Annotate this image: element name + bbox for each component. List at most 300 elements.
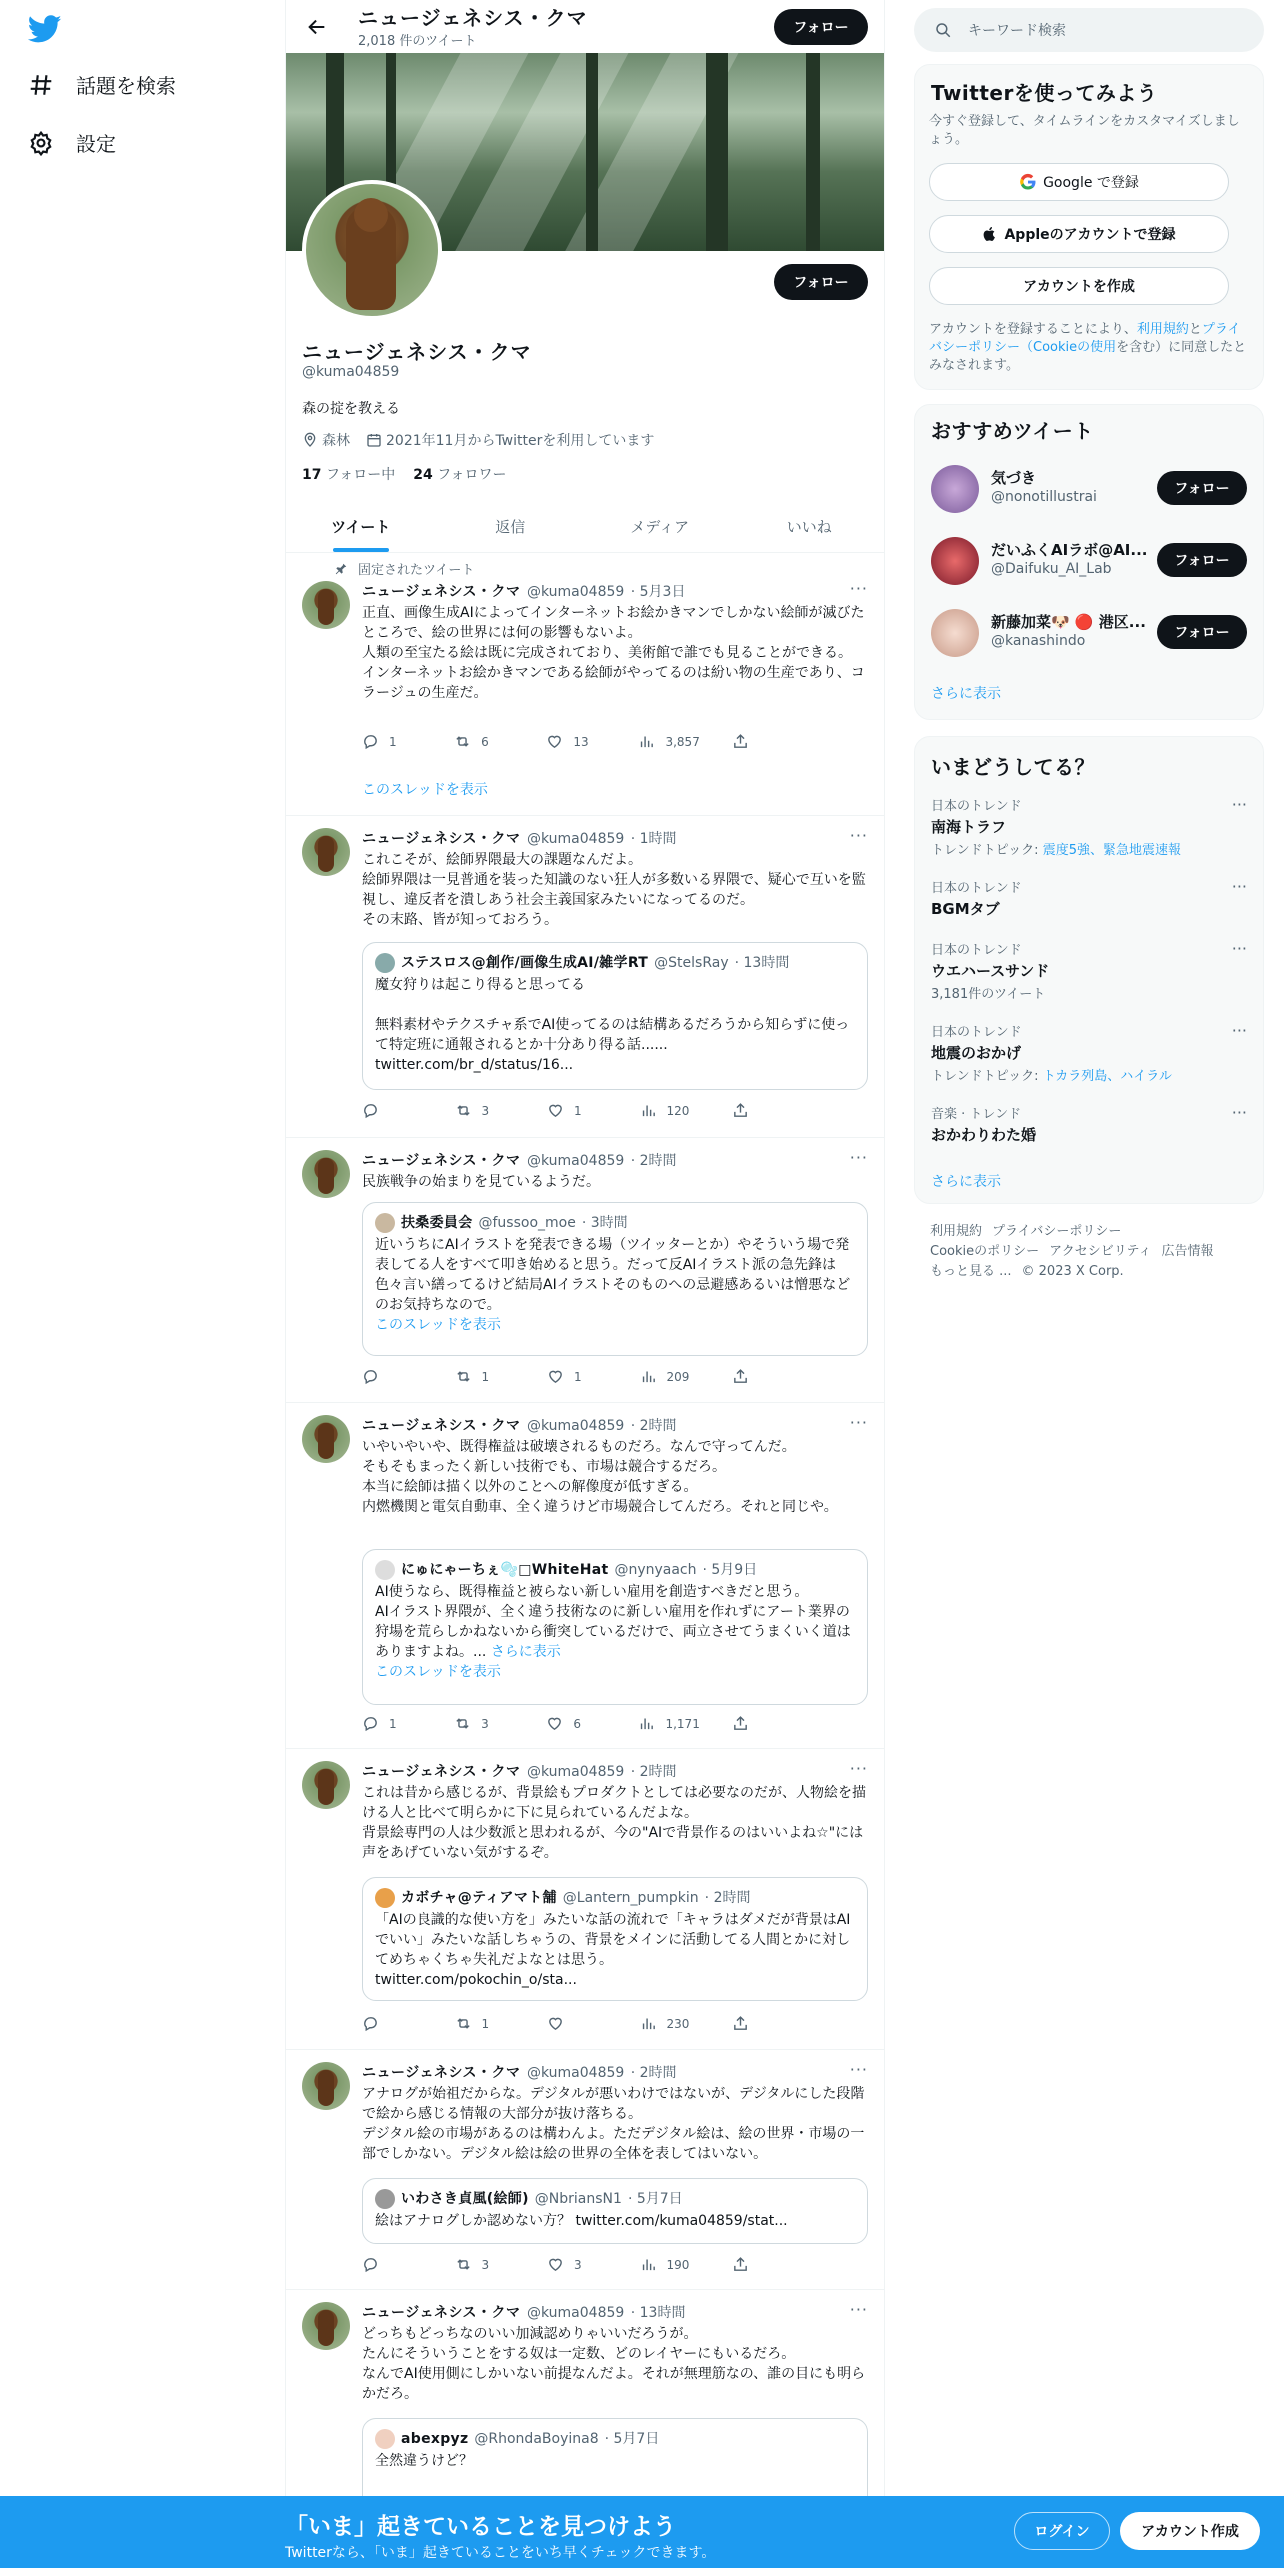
like-button[interactable] <box>547 1368 607 1385</box>
tweet-text: アナログが始祖だからな。デジタルが悪いわけではないが、デジタルにした段階で絵から感じる情報の大部分が抜け落ちる。 デジタル絵の市場があるのは構わんよ。ただデジタル絵は、絵の世界・市場の一部でしかない。デジタル絵は絵の世界の全体を表してはいない。 <box>362 2086 865 2162</box>
reply-button[interactable] <box>362 2015 422 2032</box>
share-icon <box>732 1715 749 1732</box>
bottom-bar-title: 「いま」起きていることを見つけよう <box>285 2514 676 2540</box>
following-count: 17 <box>302 467 322 483</box>
recommend-name: だいふくAIラボ@AI... <box>991 541 1148 559</box>
gear-icon <box>28 130 54 156</box>
tweet-text: いやいやいや、既得権益は破壊されるものだろ。なんで守ってんだ。 そもそもまったく新しい技術でも、市場は競合するだろ。 本当に絵師は描く以外のことへの解像度が低すぎる。 内燃機関と電気自動車、全く違うけど市場競合してんだろ。それと同じや。 <box>362 1439 838 1515</box>
tweet-header <box>362 1761 677 1781</box>
heart-icon <box>547 2015 564 2032</box>
tweet-text: これこそが、絵師界隈最大の課題なんだよ。 絵師界隈は一見普通を装った知識のない狂人が多数いる界隈で、疑心で互いを監視し、違反者を潰しあう社会主義国家みたいになってるのだ。 その末路、皆が知っておろう。 <box>362 852 866 928</box>
share-button[interactable] <box>732 1715 792 1732</box>
tweet[interactable] <box>286 553 884 816</box>
header-name: ニュージェネシス・クマ <box>358 6 588 30</box>
quote-header <box>375 1213 855 1233</box>
google-signup-label: Google で登録 <box>1043 175 1139 191</box>
retweet-button[interactable] <box>454 1715 514 1732</box>
tweet[interactable] <box>286 1403 884 1749</box>
share-button[interactable] <box>732 1102 792 1119</box>
share-icon <box>732 2015 749 2032</box>
trend-item[interactable] <box>931 877 1247 919</box>
share-button[interactable] <box>732 733 792 750</box>
legal-text-2: を含む）に同意したとみなされます。 <box>929 340 1247 373</box>
trend-item[interactable] <box>931 939 1247 1002</box>
quote-author-name: にゅにゃーちぇ🫧□WhiteHat <box>401 1562 609 1578</box>
views-chart-icon <box>638 1715 655 1732</box>
tweet-header <box>362 581 685 601</box>
signup-legal <box>929 321 1249 375</box>
quote-avatar <box>375 1213 395 1233</box>
share-button[interactable] <box>732 2256 792 2273</box>
heart-icon <box>546 1715 563 1732</box>
signup-button[interactable]: アカウント作成 <box>1120 2512 1260 2550</box>
reply-count: 1 <box>389 734 397 749</box>
quote-time: · 2時間 <box>704 1890 751 1906</box>
nav-settings-label: 設定 <box>76 132 116 156</box>
retweet-icon <box>455 1102 472 1119</box>
twitter-logo-icon[interactable] <box>28 12 62 46</box>
reply-icon <box>362 1715 379 1732</box>
views-chart-icon <box>640 2015 657 2032</box>
retweet-count: 3 <box>481 1103 490 1118</box>
quote-show-thread-link[interactable]: このスレッドを表示 <box>375 1664 501 1680</box>
main-column <box>285 0 885 2568</box>
recommend-follow-button[interactable]: フォロー <box>1157 471 1247 505</box>
author-name[interactable]: ニュージェネシス・クマ <box>362 1764 521 1780</box>
quote-avatar <box>375 2189 395 2209</box>
quote-time: · 5月7日 <box>604 2431 660 2447</box>
quote-author-handle: @NbriansN1 <box>534 2191 622 2207</box>
cookie-link[interactable]: （Cookieの使用 <box>1020 340 1117 355</box>
quote-text: 絵はアナログしか認めない方？ twitter.com/kuma04859/stat... <box>375 2213 788 2229</box>
avatar[interactable] <box>302 2062 350 2110</box>
views-button[interactable] <box>640 2256 700 2273</box>
profile-tabs <box>286 500 884 553</box>
tweet-actions <box>362 733 792 750</box>
tweet-header <box>362 2062 677 2082</box>
quote-time: · 5月9日 <box>702 1562 758 1578</box>
apple-signup-label: Appleのアカウントで登録 <box>1004 227 1176 243</box>
hashtag-icon <box>28 72 54 98</box>
more-options-icon[interactable]: ··· <box>1231 877 1247 896</box>
quote-author-name: 扶桑委員会 <box>401 1215 473 1231</box>
trend-sub-prefix: トレンドトピック: <box>931 843 1039 858</box>
views-chart-icon <box>640 2256 657 2273</box>
bottom-signup-bar <box>0 2496 1284 2568</box>
retweet-icon <box>455 2015 472 2032</box>
like-button[interactable] <box>547 2015 607 2032</box>
quote-text: 魔女狩りは起こり得ると思ってる 無料素材やテクスチャ系でAI使ってるのは結構あるだろうから知らずに使って特定班に通報されるとか十分あり得る話...... twitter.com/br_d/status/16... <box>375 977 850 1073</box>
quote-tweet[interactable] <box>362 2178 868 2244</box>
profile-meta <box>302 430 654 450</box>
profile-handle: @kuma04859 <box>302 364 400 380</box>
reply-icon <box>362 733 379 750</box>
retweet-button[interactable] <box>455 2015 515 2032</box>
views-count: 209 <box>666 1369 690 1384</box>
quote-author-handle: @nynyaach <box>614 1562 697 1578</box>
share-icon <box>732 1368 749 1385</box>
quote-author-name: いわさき貞風(絵師) <box>401 2191 529 2207</box>
signup-card <box>914 64 1264 390</box>
tweet-actions <box>362 2015 792 2032</box>
quote-time: · 3時間 <box>581 1215 628 1231</box>
views-count: 1,171 <box>665 1716 700 1731</box>
views-count: 120 <box>666 1103 690 1118</box>
tweet-time[interactable]: · 5月3日 <box>630 584 686 600</box>
signup-subtitle: 今すぐ登録して、タイムラインをカスタマイズしましょう。 <box>929 114 1240 147</box>
more-options-icon[interactable]: ··· <box>1231 795 1247 814</box>
tab-tweets[interactable]: ツイート <box>286 500 436 552</box>
reply-icon <box>362 1368 379 1385</box>
recommend-name: 新藤加菜🐶 🔴 港区... <box>991 613 1146 631</box>
trends-title: いまどうしてる？ <box>931 755 1095 779</box>
trends-card <box>914 736 1264 1204</box>
quote-tweet[interactable] <box>362 1877 868 2001</box>
retweet-icon <box>455 2256 472 2273</box>
trend-sub <box>931 839 1247 858</box>
bottom-bar-subtitle: Twitterなら、「いま」起きていることをいち早くチェックできます。 <box>285 2545 716 2561</box>
like-count: 6 <box>573 1716 581 1731</box>
more-options-icon[interactable]: ··· <box>849 1148 868 1167</box>
legal-text-1: アカウントを登録することにより、 <box>929 322 1137 337</box>
create-account-button[interactable]: アカウントを作成 <box>929 267 1229 305</box>
more-options-icon[interactable]: ··· <box>849 826 868 845</box>
tweet-text: 民族戦争の始まりを見ているようだ。 <box>362 1174 600 1190</box>
views-count: 190 <box>666 2257 690 2272</box>
trend-sub: 3,181件のツイート <box>931 987 1046 1002</box>
retweet-icon <box>454 733 471 750</box>
footer-link[interactable]: 広告情報 <box>1161 1244 1214 1259</box>
quote-avatar <box>375 953 395 973</box>
author-name[interactable]: ニュージェネシス・クマ <box>362 1153 521 1169</box>
quote-tweet[interactable] <box>362 942 868 1090</box>
views-count: 230 <box>666 2016 690 2031</box>
trend-title: ウエハースサンド <box>931 962 1050 980</box>
like-count: 13 <box>573 734 589 749</box>
legal-cookie-prefix <box>1020 340 1116 355</box>
privacy-link[interactable]: プライバシーポリシー <box>929 322 1241 355</box>
quote-author-name: ステスロス@創作/画像生成AI/雑学RT <box>401 955 649 971</box>
trend-sub-link[interactable]: トカラ列島、ハイラル <box>1042 1069 1172 1084</box>
nav-explore[interactable] <box>28 70 176 99</box>
retweet-count: 3 <box>481 2257 490 2272</box>
google-signup-button[interactable] <box>929 163 1229 201</box>
retweet-count: 3 <box>481 1716 489 1731</box>
trend-item[interactable] <box>931 1103 1247 1145</box>
like-button[interactable] <box>547 1102 607 1119</box>
profile-joined: 2021年11月からTwitterを利用しています <box>386 433 655 449</box>
profile-follow-button[interactable]: フォロー <box>774 264 868 300</box>
trend-sub <box>931 1065 1247 1084</box>
quote-text: 「AIの良識的な使い方を」みたいな話の流れで「キャラはダメだが背景はAIでいい」みたいな話しちゃうの、背景をメインに活動してる人間とかに対してめちゃくちゃ失礼だよなとは思う。 twitter.com/pokochin_o/sta... <box>375 1912 851 1988</box>
retweet-button[interactable] <box>455 1368 515 1385</box>
tweet-time[interactable]: · 2時間 <box>630 1764 677 1780</box>
profile-avatar[interactable] <box>302 180 442 320</box>
views-button[interactable] <box>640 1368 700 1385</box>
retweet-icon <box>454 1715 471 1732</box>
tweet-text: 正直、画像生成AIによってインターネットお絵かきマンでしかない絵師が滅びたところで、絵の世界には何の影響もないよ。 人類の至宝たる絵は既に完成されており、美術館で誰でも見ることができる。 インターネットお絵かきマンである絵師がやってるのは紛い物の生産であり、コラージュの生産だ。 <box>362 605 865 701</box>
reply-count: 1 <box>389 1716 397 1731</box>
tweet-time[interactable]: · 2時間 <box>630 1153 677 1169</box>
footer-link[interactable]: 利用規約 <box>930 1224 983 1239</box>
apple-signup-button[interactable] <box>929 215 1229 253</box>
legal-and: と <box>1188 322 1202 337</box>
search-box[interactable] <box>914 8 1264 52</box>
reply-button[interactable] <box>362 1102 422 1119</box>
avatar[interactable] <box>302 2302 350 2350</box>
quote-author-handle: @Lantern_pumpkin <box>562 1890 699 1906</box>
author-handle: @kuma04859 <box>526 1153 625 1169</box>
trend-title: おかわりわた婚 <box>931 1126 1037 1144</box>
tweet[interactable] <box>286 816 884 1138</box>
recommend-avatar <box>931 609 979 657</box>
author-handle: @kuma04859 <box>526 584 625 600</box>
header-follow-button[interactable]: フォロー <box>774 9 868 45</box>
search-placeholder: キーワード検索 <box>968 23 1066 39</box>
quote-author-handle: @fussoo_moe <box>478 1215 576 1231</box>
quote-text-body: AI使うなら、既得権益と被らない新しい雇用を創造すべきだと思う。 AIイラスト界隈が、全く違う技術なのに新しい雇用を作れずにアート業界の狩場を荒らしかねないから衝突しているだけで、両立させてうまくいく道はありますよね。... <box>375 1584 851 1660</box>
nav-settings[interactable] <box>28 128 116 157</box>
recommend-user[interactable] <box>931 533 1247 589</box>
tweet-text: これは昔から感じるが、背景絵もプロダクトとしては必要なのだが、人物絵を描ける人と比べて明らかに下に見られているんだよな。 背景絵専門の人は少数派と思われるが、今の"AIで背景作るのはいいよね☆"には声をあげていない気がするぞ。 <box>362 1785 866 1861</box>
profile-header-bar <box>286 0 884 53</box>
quote-text: 全然違うけど？ <box>375 2453 473 2469</box>
pinned-label <box>334 559 474 578</box>
quote-avatar <box>375 1888 395 1908</box>
google-icon <box>1019 173 1037 191</box>
heart-icon <box>547 1368 564 1385</box>
footer-link[interactable]: もっと見る ... <box>930 1264 1012 1279</box>
trend-category: 日本のトレンド <box>931 881 1022 896</box>
pinned-text: 固定されたツイート <box>358 563 475 578</box>
avatar[interactable] <box>302 1150 350 1198</box>
recommend-avatar <box>931 537 979 585</box>
reply-button[interactable] <box>362 1715 422 1732</box>
tab-likes[interactable]: いいね <box>786 517 832 536</box>
more-options-icon[interactable]: ··· <box>1231 1021 1247 1040</box>
recommend-follow-button[interactable]: フォロー <box>1157 543 1247 577</box>
header-tweet-count: 2,018 件のツイート <box>358 34 477 49</box>
trend-category: 音楽 · トレンド <box>931 1107 1022 1122</box>
recommend-name: 気づき <box>991 469 1037 487</box>
retweet-button[interactable] <box>455 2256 515 2273</box>
signup-title: Twitterを使ってみよう <box>931 81 1158 105</box>
author-name[interactable]: ニュージェネシス・クマ <box>362 1418 521 1434</box>
avatar[interactable] <box>302 828 350 876</box>
trend-title: BGMタブ <box>931 900 1000 918</box>
tweet-actions <box>362 2256 792 2273</box>
quote-author-name: abexpyz <box>401 2431 469 2447</box>
apple-icon <box>982 226 998 242</box>
recommend-user[interactable] <box>931 605 1247 661</box>
recommend-show-more[interactable]: さらに表示 <box>931 686 1001 702</box>
trend-category: 日本のトレンド <box>931 799 1022 814</box>
views-button[interactable] <box>640 2015 700 2032</box>
recommend-follow-button[interactable]: フォロー <box>1157 615 1247 649</box>
reply-icon <box>362 2015 379 2032</box>
avatar[interactable] <box>302 1415 350 1463</box>
quote-show-more-link[interactable]: さらに表示 <box>490 1644 561 1660</box>
like-button[interactable] <box>546 1715 606 1732</box>
more-options-icon[interactable]: ··· <box>849 2300 868 2319</box>
trend-item[interactable] <box>931 1021 1247 1084</box>
trend-title: 地震のおかげ <box>931 1044 1022 1062</box>
reply-icon <box>362 1102 379 1119</box>
back-arrow-icon[interactable] <box>306 16 328 38</box>
tweet-header <box>362 1415 677 1435</box>
tweet-header <box>362 828 677 848</box>
views-button[interactable] <box>638 1715 699 1732</box>
like-count: 1 <box>574 1369 582 1384</box>
share-button[interactable] <box>732 2015 792 2032</box>
retweet-count: 1 <box>481 2016 490 2031</box>
trend-item[interactable] <box>931 795 1247 858</box>
like-count: 1 <box>574 1103 582 1118</box>
quote-text <box>375 1582 855 1662</box>
trends-show-more[interactable]: さらに表示 <box>931 1174 1001 1190</box>
quote-show-thread-link[interactable]: このスレッドを表示 <box>375 1317 501 1333</box>
nav-explore-label: 話題を検索 <box>76 74 176 98</box>
more-options-icon[interactable]: ··· <box>849 579 868 598</box>
quote-author-name: カボチャ@ティアマト舗 <box>401 1890 557 1906</box>
following-link[interactable] <box>302 464 395 484</box>
trend-category: 日本のトレンド <box>931 1025 1022 1040</box>
share-button[interactable] <box>732 1368 792 1385</box>
followers-link[interactable] <box>413 464 506 484</box>
reply-button[interactable] <box>362 2256 422 2273</box>
tweet-time[interactable]: · 1時間 <box>630 831 677 847</box>
more-options-icon[interactable]: ··· <box>1231 939 1247 958</box>
trend-category: 日本のトレンド <box>931 943 1022 958</box>
tweet-header <box>362 1150 677 1170</box>
retweet-count: 6 <box>481 734 489 749</box>
footer-link[interactable]: プライバシーポリシー <box>992 1224 1122 1239</box>
followers-count: 24 <box>413 467 433 483</box>
pin-icon <box>334 562 348 576</box>
reply-button[interactable] <box>362 733 422 750</box>
more-options-icon[interactable]: ··· <box>849 1413 868 1432</box>
author-handle: @kuma04859 <box>526 1764 625 1780</box>
avatar[interactable] <box>302 581 350 629</box>
reply-button[interactable] <box>362 1368 422 1385</box>
quote-text: 近いうちにAIイラストを発表できる場（ツイッターとか）やそういう場で発表してる人をすべて叩き始めると思う。だって反AIイラスト派の急先鋒は色々言い繕ってるけど結局AIイラストそのものへの忌避感あるいは憎悪などのお気持ちなので。 <box>375 1237 851 1313</box>
retweet-icon <box>455 1368 472 1385</box>
footer-links <box>930 1222 1250 1282</box>
views-count: 3,857 <box>665 734 700 749</box>
views-chart-icon <box>638 733 655 750</box>
tweet[interactable] <box>286 1749 884 2050</box>
reply-icon <box>362 2256 379 2273</box>
heart-icon <box>547 2256 564 2273</box>
author-handle: @kuma04859 <box>526 831 625 847</box>
share-icon <box>732 1102 749 1119</box>
like-button[interactable] <box>546 733 606 750</box>
views-chart-icon <box>640 1368 657 1385</box>
quote-header <box>375 953 855 973</box>
more-options-icon[interactable]: ··· <box>849 1759 868 1778</box>
login-button[interactable]: ログイン <box>1014 2512 1110 2550</box>
author-handle: @kuma04859 <box>526 1418 625 1434</box>
tweet-header <box>362 2302 685 2322</box>
views-button[interactable] <box>640 1102 700 1119</box>
terms-link[interactable]: 利用規約 <box>1136 322 1189 337</box>
views-button[interactable] <box>638 733 699 750</box>
avatar[interactable] <box>302 1761 350 1809</box>
quote-header <box>375 2429 855 2449</box>
like-button[interactable] <box>547 2256 607 2273</box>
quote-author-handle: @RhondaBoyina8 <box>474 2431 599 2447</box>
more-options-icon[interactable]: ··· <box>849 2060 868 2079</box>
tweet-actions <box>362 1715 792 1732</box>
quote-time: · 5月7日 <box>627 2191 683 2207</box>
quote-time: · 13時間 <box>734 955 790 971</box>
profile-location: 森林 <box>322 433 350 449</box>
quote-avatar <box>375 1560 395 1580</box>
tab-replies[interactable]: 返信 <box>495 517 526 536</box>
calendar-icon <box>366 432 382 448</box>
footer-link[interactable]: アクセシビリティ <box>1049 1244 1152 1259</box>
retweet-button[interactable] <box>454 733 514 750</box>
trend-sub-link[interactable]: 震度5強、緊急地震速報 <box>1042 843 1181 858</box>
author-name[interactable]: ニュージェネシス・クマ <box>362 2305 521 2321</box>
copyright: © 2023 X Corp. <box>1021 1264 1124 1279</box>
recommend-user[interactable] <box>931 461 1247 517</box>
recommend-handle: @nonotillustrai <box>991 489 1097 505</box>
recommend-card <box>914 404 1264 720</box>
quote-header <box>375 1888 855 1908</box>
left-sidebar <box>0 0 285 2568</box>
tweet-text: どっちもどっちなのいい加減認めりゃいいだろうが。 たんにそういうことをする奴は一定数、どのレイヤーにもいるだろ。 なんでAI使用側にしかいない前提なんだよ。それが無理筋なの、誰の目にも明らかだろ。 <box>362 2326 866 2402</box>
trend-sub-prefix: トレンドトピック: <box>931 1069 1039 1084</box>
tweet-time[interactable]: · 13時間 <box>630 2305 686 2321</box>
recommend-avatar <box>931 465 979 513</box>
more-options-icon[interactable]: ··· <box>1231 1103 1247 1122</box>
quote-header <box>375 1560 855 1580</box>
recommend-handle: @Daifuku_AI_Lab <box>991 561 1112 577</box>
quote-author-handle: @StelsRay <box>654 955 729 971</box>
footer-link[interactable]: Cookieのポリシー <box>930 1244 1040 1259</box>
profile-name: ニュージェネシス・クマ <box>302 340 532 364</box>
tweet-actions <box>362 1368 792 1385</box>
tweet-time[interactable]: · 2時間 <box>630 2065 677 2081</box>
tweet[interactable] <box>286 2050 884 2290</box>
like-count: 3 <box>574 2257 582 2272</box>
recommend-handle: @kanashindo <box>991 633 1086 649</box>
show-thread-link[interactable]: このスレッドを表示 <box>362 782 488 798</box>
trend-title: 南海トラフ <box>931 818 1007 836</box>
tweet-time[interactable]: · 2時間 <box>630 1418 677 1434</box>
tweet[interactable] <box>286 1138 884 1403</box>
quote-tweet[interactable] <box>362 1549 868 1705</box>
tab-media[interactable]: メディア <box>630 517 690 536</box>
views-chart-icon <box>640 1102 657 1119</box>
profile-stats <box>302 464 507 484</box>
author-name[interactable]: ニュージェネシス・クマ <box>362 2065 521 2081</box>
location-pin-icon <box>302 432 318 448</box>
followers-label: フォロワー <box>437 467 507 483</box>
author-handle: @kuma04859 <box>526 2305 625 2321</box>
retweet-button[interactable] <box>455 1102 515 1119</box>
profile-bio: 森の掟を教える <box>302 401 400 417</box>
search-icon <box>934 21 952 39</box>
quote-tweet[interactable] <box>362 1202 868 1356</box>
retweet-count: 1 <box>481 1369 490 1384</box>
heart-icon <box>547 1102 564 1119</box>
share-icon <box>732 2256 749 2273</box>
author-name[interactable]: ニュージェネシス・クマ <box>362 831 521 847</box>
author-name[interactable]: ニュージェネシス・クマ <box>362 584 521 600</box>
tweet-actions <box>362 1102 792 1119</box>
